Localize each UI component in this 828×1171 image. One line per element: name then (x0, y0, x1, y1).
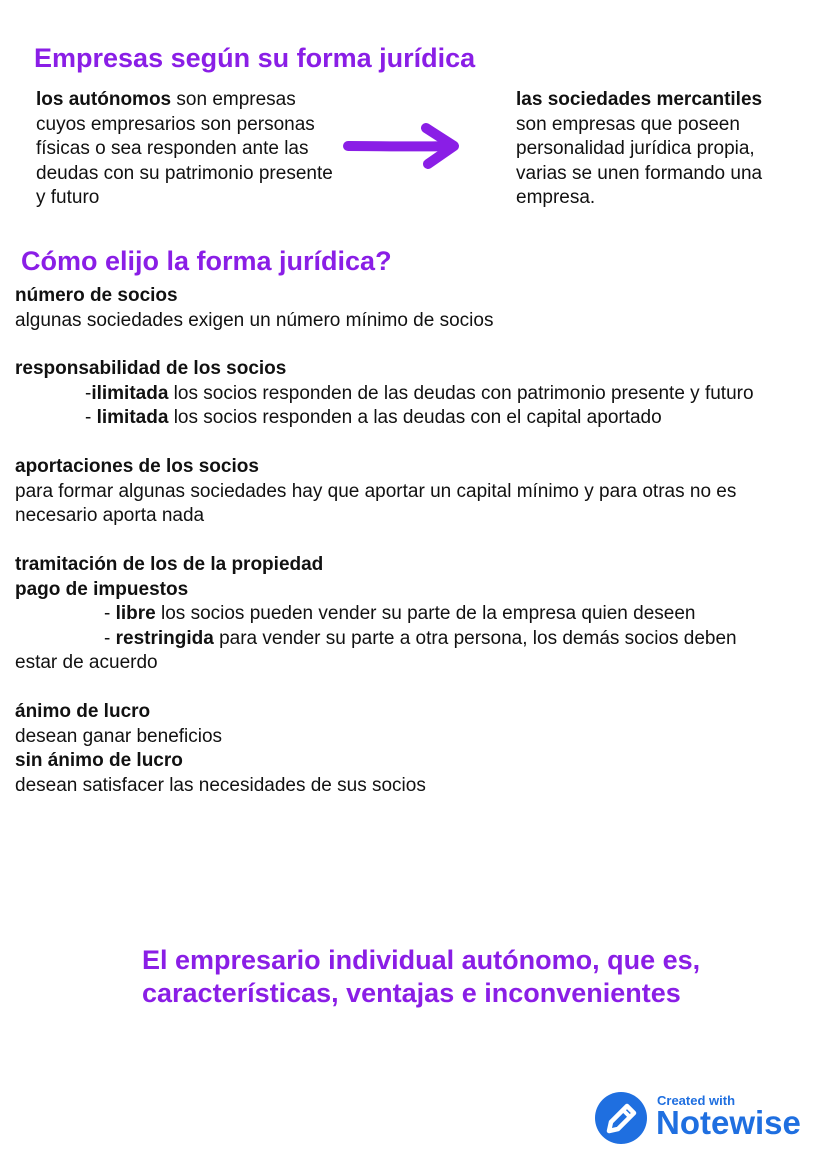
responsabilidad-section (15, 357, 820, 431)
lucro-section (15, 700, 820, 798)
impuestos-heading: pago de impuestos (15, 578, 189, 600)
ilimitada-term: ilimitada (91, 382, 169, 404)
restringida-term: restringida (115, 627, 214, 649)
notewise-badge (592, 1088, 812, 1148)
aportaciones-line-1: para formar algunas sociedades hay que aportar un capital mínimo y para otras no es (15, 480, 737, 502)
numero-socios-text: algunas sociedades exigen un número mínimo de socios (15, 309, 494, 331)
final-heading-line-2: características, ventajas e inconvenientes (142, 978, 681, 1008)
responsabilidad-item-ilimitada: -ilimitada los socios responden de las deudas con patrimonio presente y futuro (85, 382, 754, 404)
badge-brand-name: Notewise (656, 1104, 801, 1141)
sin-animo-lucro-heading: sin ánimo de lucro (15, 750, 183, 771)
section-title-forma-juridica: Cómo elijo la forma jurídica? (21, 246, 392, 276)
tramitacion-item-libre: - libre los socios pueden vender su parte de la empresa quien deseen (104, 603, 696, 624)
sociedades-description (516, 88, 806, 211)
final-heading-line-1: El empresario individual autónomo, que es, (142, 945, 701, 975)
final-heading (142, 944, 782, 1010)
autonomos-description (36, 88, 336, 211)
libre-term: libre (115, 603, 156, 624)
tramitacion-section (15, 553, 820, 676)
autonomos-text: son empresas cuyos empresarios son personas físicas o sea responden ante las deudas con su patrimonio presente y futuro (36, 89, 333, 208)
badge-created-with: Created with (657, 1093, 736, 1108)
right-arrow-icon (340, 120, 464, 170)
limitada-term: limitada (96, 407, 169, 428)
responsabilidad-heading: responsabilidad de los socios (15, 358, 287, 379)
autonomos-term: los autónomos (36, 89, 172, 110)
sociedades-term: las sociedades mercantiles (516, 89, 763, 110)
animo-lucro-heading: ánimo de lucro (15, 701, 151, 722)
tramitacion-heading: tramitación de los de la propiedad (15, 554, 324, 575)
animo-lucro-text: desean ganar beneficios (15, 725, 223, 747)
numero-socios-heading: número de socios (15, 285, 178, 306)
aportaciones-heading: aportaciones de los socios (15, 456, 259, 477)
pencil-icon (594, 1091, 648, 1145)
page-title: Empresas según su forma jurídica (34, 43, 476, 73)
sociedades-text: son empresas que poseen personalidad jurídica propia, varias se unen formando una empresa. (516, 113, 763, 208)
restringida-continuation: estar de acuerdo (15, 652, 158, 673)
responsabilidad-item-limitada: - limitada los socios responden a las deudas con el capital aportado (85, 407, 662, 428)
aportaciones-section (15, 455, 820, 529)
sin-animo-lucro-text: desean satisfacer las necesidades de sus socios (15, 774, 426, 796)
numero-socios-section (15, 284, 815, 333)
aportaciones-line-2: necesario aporta nada (15, 505, 205, 526)
tramitacion-item-restringida: - restringida para vender su parte a otra persona, los demás socios deben (104, 627, 737, 649)
